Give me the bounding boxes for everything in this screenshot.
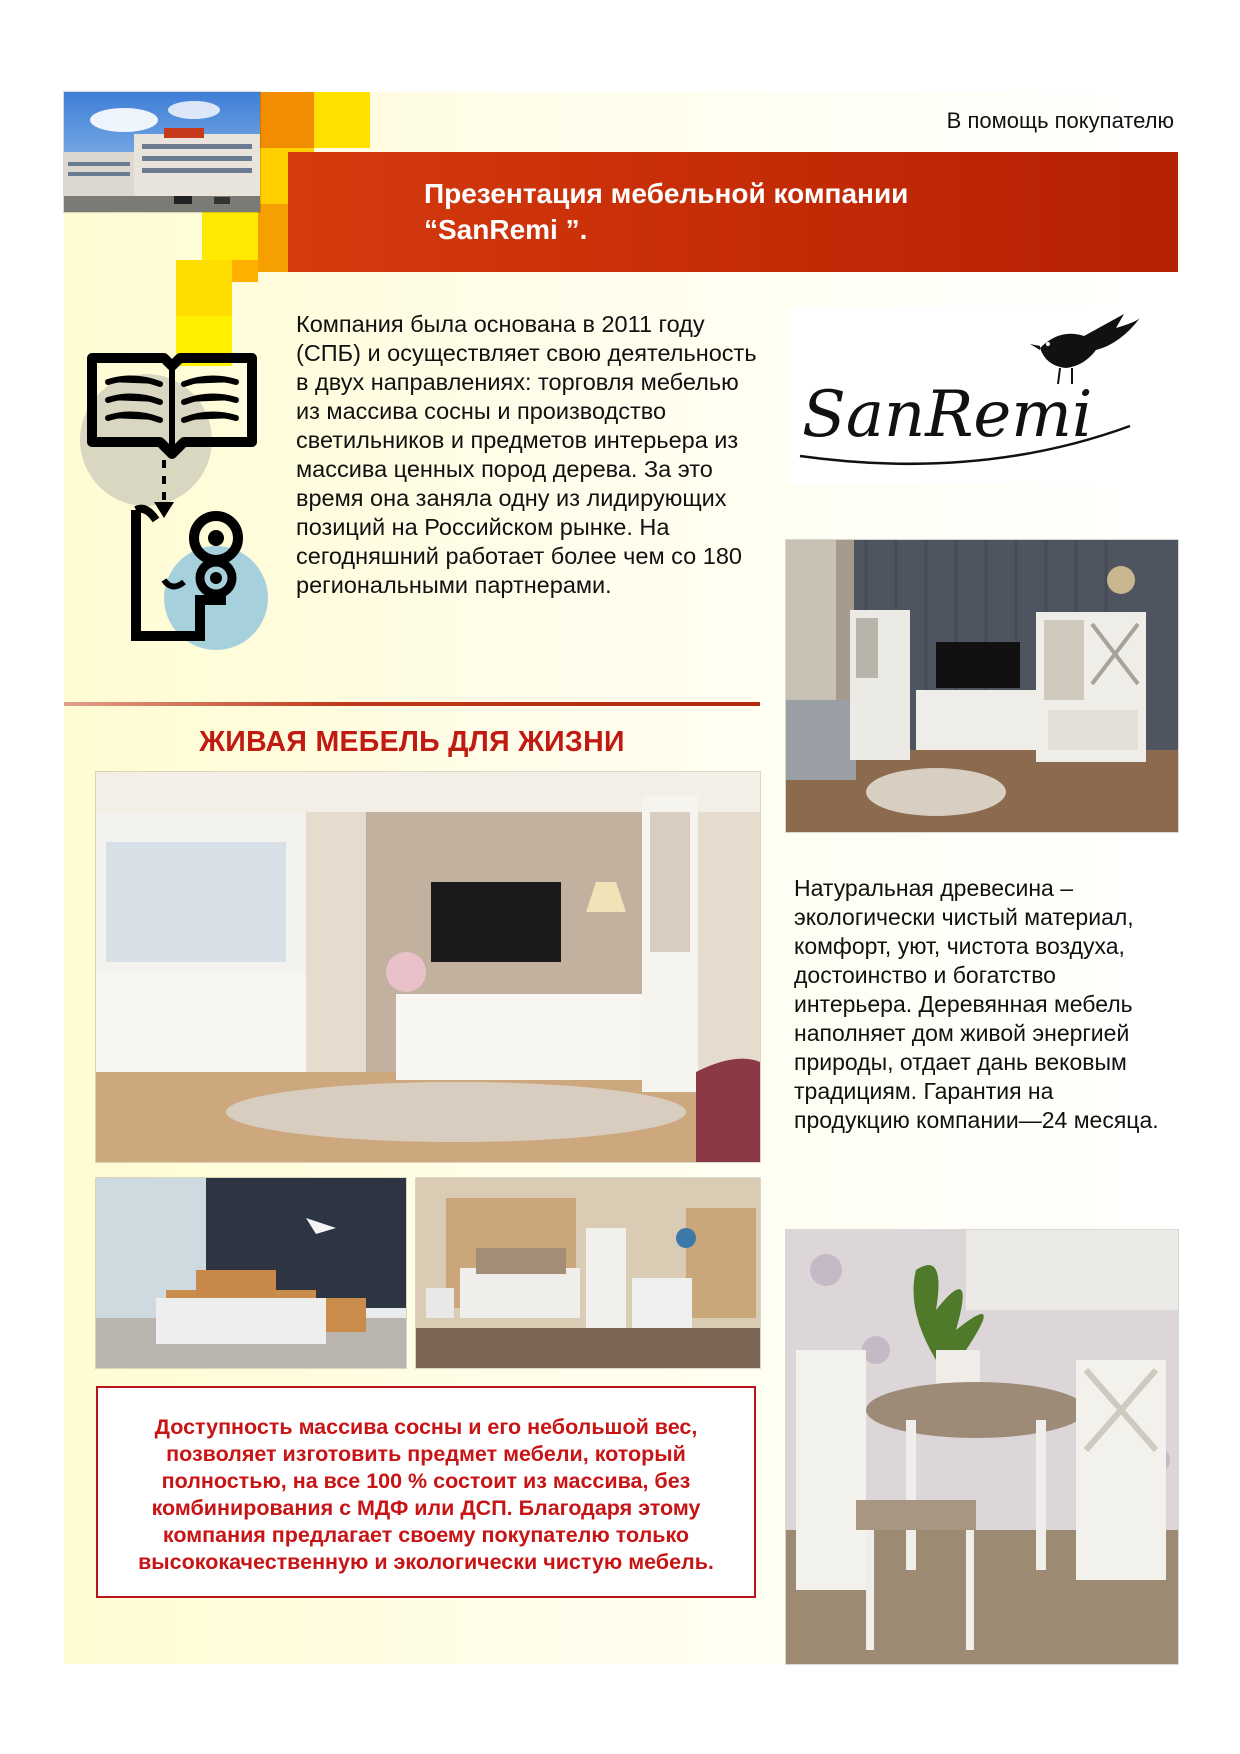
company-about-text: Компания была основана в 2011 году (СПБ) и осуществляет свою деятельность в двух направлениях: торговля мебелью из массива сосны и производство светильников и предметов интерьера из массива ценных пород дерева. За это время она заняла одну из лидирующих позиций на Российском рынке. На сегодняшний работает более чем со 180 региональными партнерами. [296,311,757,598]
natural-wood-text: Натуральная древесина – экологически чистый материал, комфорт, уют, чистота воздуха, достоинство и богатство интерьера. Деревянная мебель наполняет дом живой энергией природы, отдает дань вековым традициям. Гарантия на продукцию компании—24 месяца. [794,875,1159,1133]
living-room-white-furniture-photo [96,772,760,1162]
knowledge-icon [76,330,276,650]
bedroom-classic-photo [416,1178,760,1368]
dining-table-chairs-photo [786,1230,1178,1664]
section-caption: В помощь покупателю [946,108,1174,133]
slogan-heading: ЖИВАЯ МЕБЕЛЬ ДЛЯ ЖИЗНИ [199,726,625,758]
page-title-line1: Презентация мебельной компании [424,178,909,209]
pine-wood-info-box [96,1386,756,1598]
deco-square [258,92,314,148]
deco-square [232,260,258,282]
deco-square [258,204,288,272]
factory-building-photo [64,92,260,212]
deco-square [314,92,370,148]
deco-square [202,204,258,260]
section-divider [64,702,760,706]
page-title-line2: “SanRemi ”. [424,214,588,245]
living-room-tv-photo [786,540,1178,832]
bedroom-wood-bed-photo [96,1178,406,1368]
sanremi-logo [790,306,1178,484]
logo-text: SanRemi [802,378,1093,452]
deco-square [176,260,232,316]
page-title [424,176,1164,248]
pine-wood-info-text: Доступность массива сосны и его небольшой вес, позволяет изготовить предмет мебели, который полностью, на все 100 % состоит из массива, без комбинирования с МДФ или ДСП. Благодаря этому компания предлагает своему покупателю только высококачественную и экологически чистую мебель. [138,1415,714,1574]
